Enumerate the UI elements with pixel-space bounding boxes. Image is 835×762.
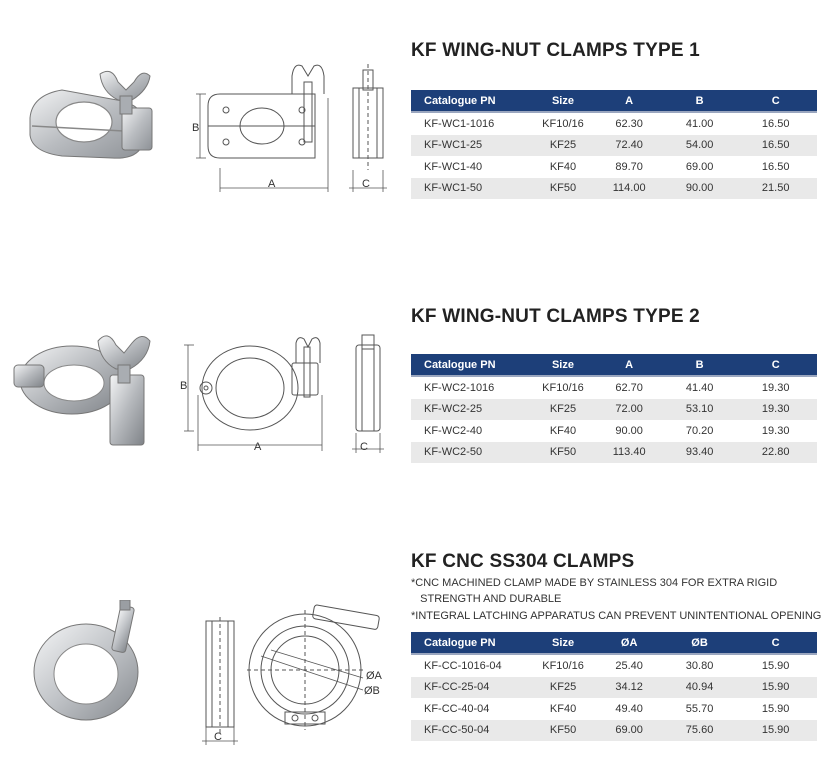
cell-size: KF50 [533, 178, 594, 200]
cell-b: 54.00 [665, 135, 734, 157]
table-row [411, 420, 817, 442]
wing-nut-clamp-type2-photo [12, 325, 162, 450]
table-row [411, 698, 817, 720]
cell-pn: KF-WC2-40 [411, 420, 533, 442]
col-b: B [665, 90, 734, 112]
cell-a: 49.40 [593, 698, 664, 720]
col-b: B [665, 354, 734, 376]
spec-table-type2 [411, 354, 817, 463]
col-phi-a: ØA [593, 632, 664, 654]
section-title: KF WING-NUT CLAMPS TYPE 2 [411, 306, 700, 327]
cell-a: 90.00 [593, 420, 665, 442]
cell-a: 62.70 [593, 376, 665, 399]
feature-note: *CNC MACHINED CLAMP MADE BY STAINLESS 304 FOR EXTRA RIGID [411, 577, 778, 589]
table-row [411, 654, 817, 677]
cell-size: KF25 [533, 135, 594, 157]
cell-pn: KF-CC-25-04 [411, 677, 533, 699]
cell-c: 15.90 [734, 720, 817, 742]
cell-c: 22.80 [734, 442, 817, 464]
cell-a: 34.12 [593, 677, 664, 699]
cnc-clamp-side-drawing [198, 615, 243, 747]
cnc-clamp-photo [28, 600, 148, 730]
cell-size: KF25 [533, 677, 594, 699]
feature-note: STRENGTH AND DURABLE [411, 593, 562, 605]
col-a: A [593, 354, 665, 376]
cell-pn: KF-WC1-40 [411, 156, 533, 178]
table-row [411, 399, 817, 421]
cell-b: 70.20 [665, 420, 734, 442]
wing-nut-clamp-type2-side-drawing [348, 333, 388, 458]
cell-b: 69.00 [665, 156, 734, 178]
col-size: Size [533, 90, 594, 112]
cell-c: 16.50 [734, 156, 817, 178]
cell-pn: KF-CC-50-04 [411, 720, 533, 742]
dim-label-a: A [268, 178, 276, 190]
cell-c: 21.50 [734, 178, 817, 200]
dim-label-c: C [362, 178, 370, 190]
cell-a: 72.00 [593, 399, 665, 421]
cell-a: 69.00 [593, 720, 664, 742]
cell-pn: KF-WC1-1016 [411, 112, 533, 135]
col-size: Size [533, 354, 594, 376]
cell-size: KF40 [533, 420, 594, 442]
cnc-clamp-front-drawing [245, 590, 395, 740]
cell-b: 75.60 [665, 720, 734, 742]
dim-label-a: A [254, 441, 262, 453]
cell-size: KF50 [533, 720, 594, 742]
cell-b: 40.94 [665, 677, 734, 699]
section-title: KF WING-NUT CLAMPS TYPE 1 [411, 40, 700, 61]
col-catalogue-pn: Catalogue PN [411, 354, 533, 376]
table-row [411, 135, 817, 157]
cell-pn: KF-WC1-25 [411, 135, 533, 157]
table-row [411, 442, 817, 464]
cell-size: KF25 [533, 399, 594, 421]
cell-c: 19.30 [734, 399, 817, 421]
cell-size: KF10/16 [533, 654, 594, 677]
cell-a: 89.70 [593, 156, 665, 178]
table-header-row [411, 632, 817, 654]
dim-label-c: C [214, 731, 222, 743]
cell-a: 25.40 [593, 654, 664, 677]
cell-a: 113.40 [593, 442, 665, 464]
col-catalogue-pn: Catalogue PN [411, 90, 533, 112]
wing-nut-clamp-type2-front-drawing [180, 333, 330, 458]
col-catalogue-pn: Catalogue PN [411, 632, 533, 654]
cell-b: 90.00 [665, 178, 734, 200]
cell-size: KF50 [533, 442, 594, 464]
wing-nut-clamp-type1-side-drawing [345, 60, 395, 200]
cell-c: 15.90 [734, 654, 817, 677]
cell-size: KF40 [533, 156, 594, 178]
cell-pn: KF-WC1-50 [411, 178, 533, 200]
dim-label-phi-b: ØB [364, 685, 380, 697]
dim-label-phi-a: ØA [366, 670, 382, 682]
table-row [411, 376, 817, 399]
col-c: C [734, 90, 817, 112]
cell-c: 19.30 [734, 420, 817, 442]
cell-c: 15.90 [734, 677, 817, 699]
wing-nut-clamp-type1-photo [22, 60, 157, 175]
table-row [411, 112, 817, 135]
dim-label-b: B [192, 122, 200, 134]
cell-size: KF40 [533, 698, 594, 720]
table-row [411, 720, 817, 742]
spec-table-cnc [411, 632, 817, 741]
cell-c: 15.90 [734, 698, 817, 720]
cell-a: 72.40 [593, 135, 665, 157]
table-row [411, 156, 817, 178]
dim-label-c: C [360, 441, 368, 453]
cell-c: 19.30 [734, 376, 817, 399]
cell-c: 16.50 [734, 135, 817, 157]
cell-b: 30.80 [665, 654, 734, 677]
col-c: C [734, 354, 817, 376]
section-title: KF CNC SS304 CLAMPS [411, 551, 635, 572]
cell-pn: KF-WC2-1016 [411, 376, 533, 399]
feature-note: *INTEGRAL LATCHING APPARATUS CAN PREVENT UNINTENTIONAL OPENING [411, 610, 822, 622]
wing-nut-clamp-type1-front-drawing [190, 58, 340, 198]
cell-pn: KF-WC2-50 [411, 442, 533, 464]
dim-label-b: B [180, 380, 188, 392]
cell-b: 41.40 [665, 376, 734, 399]
cell-c: 16.50 [734, 112, 817, 135]
col-size: Size [533, 632, 594, 654]
table-row [411, 178, 817, 200]
col-c: C [734, 632, 817, 654]
cell-b: 55.70 [665, 698, 734, 720]
cell-pn: KF-CC-40-04 [411, 698, 533, 720]
col-a: A [593, 90, 665, 112]
table-row [411, 677, 817, 699]
table-header-row [411, 90, 817, 112]
table-header-row [411, 354, 817, 376]
cell-pn: KF-CC-1016-04 [411, 654, 533, 677]
cell-b: 93.40 [665, 442, 734, 464]
cell-b: 53.10 [665, 399, 734, 421]
cell-pn: KF-WC2-25 [411, 399, 533, 421]
cell-a: 62.30 [593, 112, 665, 135]
spec-table-type1 [411, 90, 817, 199]
cell-a: 114.00 [593, 178, 665, 200]
cell-size: KF10/16 [533, 112, 594, 135]
cell-b: 41.00 [665, 112, 734, 135]
col-phi-b: ØB [665, 632, 734, 654]
cell-size: KF10/16 [533, 376, 594, 399]
